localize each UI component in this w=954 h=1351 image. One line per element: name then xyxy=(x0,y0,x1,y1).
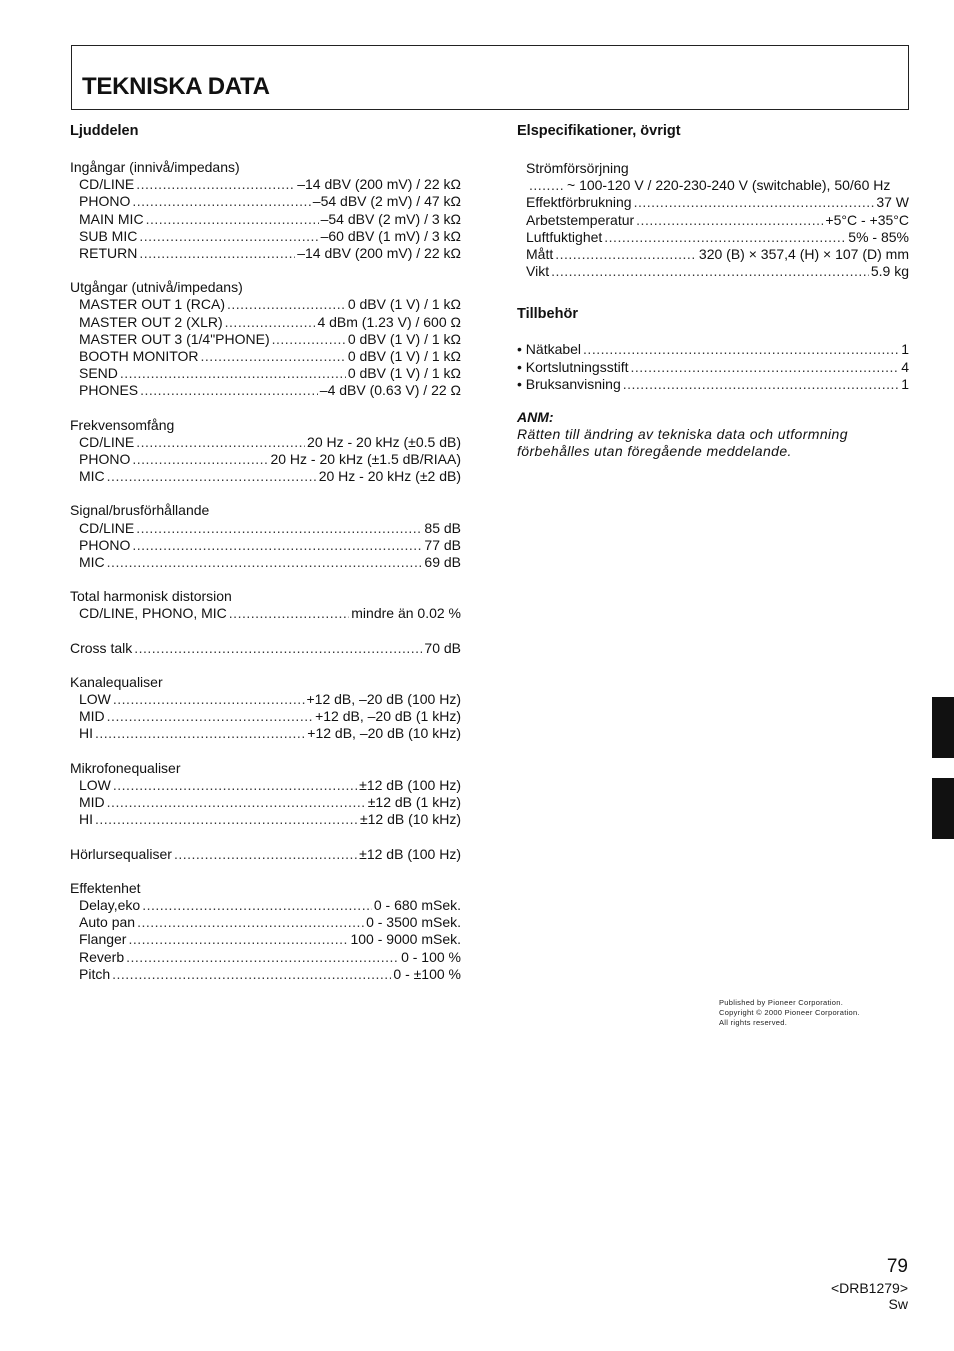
spec-row xyxy=(70,365,461,382)
spec-label: Delay,eko xyxy=(79,896,141,913)
spec-groups xyxy=(70,159,461,983)
spec-value: –14 dBV (200 mV) / 22 kΩ xyxy=(297,176,461,193)
spec-label: • Kortslutningsstift xyxy=(517,358,629,375)
spec-label: Cross talk xyxy=(70,639,133,656)
spec-label: Mått xyxy=(526,246,554,263)
spec-row xyxy=(526,263,909,280)
section-heading-ljuddelen: Ljuddelen xyxy=(70,123,139,139)
leader-dots xyxy=(132,451,268,468)
spec-row xyxy=(70,914,461,931)
spec-label: CD/LINE xyxy=(79,519,135,536)
spec-group xyxy=(70,880,461,983)
spec-row xyxy=(70,451,461,468)
leader-dots xyxy=(126,949,399,966)
rights: All rights reserved. xyxy=(719,1018,788,1027)
spec-value: 0 - 100 % xyxy=(401,948,461,965)
section-heading-tillbehor: Tillbehör xyxy=(517,306,578,323)
spec-row xyxy=(70,314,461,331)
spec-value: +5°C - +35°C xyxy=(825,211,909,228)
spec-value: 69 dB xyxy=(424,554,461,571)
spec-row xyxy=(70,846,461,863)
spec-label: Arbetstemperatur xyxy=(526,211,635,228)
spec-label: MASTER OUT 2 (XLR) xyxy=(79,313,223,330)
spec-row xyxy=(70,811,461,828)
accessory-rows xyxy=(517,341,909,393)
leader-dots xyxy=(113,691,305,708)
leader-dots xyxy=(227,296,346,313)
spec-row xyxy=(70,193,461,210)
spec-row xyxy=(70,537,461,554)
spec-group xyxy=(70,846,461,863)
spec-label: MASTER OUT 1 (RCA) xyxy=(79,296,225,313)
spec-row xyxy=(70,691,461,708)
leader-dots xyxy=(134,640,422,657)
leader-dots xyxy=(107,708,313,725)
spec-label: PHONO xyxy=(79,536,131,553)
spec-label: SEND xyxy=(79,365,118,382)
spec-value: mindre än 0.02 % xyxy=(351,605,461,622)
spec-row xyxy=(70,245,461,262)
section-heading-elspec: Elspecifikationer, övrigt xyxy=(517,123,681,139)
spec-value: 0 - 680 mSek. xyxy=(373,896,461,913)
spec-group-heading: Effektenhet xyxy=(70,879,141,896)
note-text-line2: förbehålles utan föregående meddelande. xyxy=(517,443,792,460)
publisher-notice xyxy=(719,998,860,1028)
spec-group-heading: Utgångar (utnivå/impedans) xyxy=(70,279,243,296)
leader-dots xyxy=(107,554,423,571)
spec-label: Flanger xyxy=(79,931,127,948)
spec-group xyxy=(70,640,461,657)
spec-value: 0 dBV (1 V) / 1 kΩ xyxy=(347,348,461,365)
elspec-rows xyxy=(517,194,909,280)
spec-label: CD/LINE, PHONO, MIC xyxy=(79,605,227,622)
spec-value: 1 xyxy=(901,375,909,392)
spec-value: 5% - 85% xyxy=(848,228,909,245)
spec-row xyxy=(70,434,461,451)
leader-dots xyxy=(95,725,305,742)
language-code: Sw xyxy=(888,1296,908,1312)
spec-row xyxy=(70,331,461,348)
spec-label: Luftfuktighet xyxy=(526,228,603,245)
leader-dots xyxy=(140,382,318,399)
leader-dots xyxy=(128,931,348,948)
leader-dots xyxy=(139,245,295,262)
spec-row xyxy=(70,640,461,657)
spec-value: 20 Hz - 20 kHz (±0.5 dB) xyxy=(307,433,461,450)
accessory-row xyxy=(517,376,909,393)
spec-group-heading: Total harmonisk distorsion xyxy=(70,588,232,605)
spec-value: 70 dB xyxy=(424,639,461,656)
spec-value: 0 dBV (1 V) / 1 kΩ xyxy=(347,365,461,382)
spec-label: BOOTH MONITOR xyxy=(79,348,199,365)
spec-value: 77 dB xyxy=(424,536,461,553)
accessory-row xyxy=(517,341,909,358)
spec-value: ±12 dB (100 Hz) xyxy=(359,845,461,862)
spec-value: 0 dBV (1 V) / 1 kΩ xyxy=(347,330,461,347)
spec-value: –14 dBV (200 mV) / 22 kΩ xyxy=(297,245,461,262)
spec-value: 4 xyxy=(901,358,909,375)
spec-row xyxy=(70,897,461,914)
spec-value: 0 - ±100 % xyxy=(393,965,461,982)
spec-row xyxy=(70,382,461,399)
spec-label: SUB MIC xyxy=(79,227,138,244)
spec-group xyxy=(70,674,461,743)
spec-label: Reverb xyxy=(79,948,125,965)
leader-dots xyxy=(137,914,364,931)
spec-group xyxy=(70,502,461,571)
spec-row-power xyxy=(517,177,909,194)
spec-row xyxy=(526,194,909,211)
leader-dots xyxy=(136,176,295,193)
right-column xyxy=(517,121,909,461)
spec-value: 1 xyxy=(901,341,909,358)
leader-dots xyxy=(136,520,422,537)
spec-label: MID xyxy=(79,794,105,811)
section-tab-marker xyxy=(932,697,954,758)
note-heading: ANM: xyxy=(517,409,554,426)
spec-value: ±12 dB (10 kHz) xyxy=(359,811,461,828)
leader-dots xyxy=(132,537,422,554)
spec-label: MASTER OUT 3 (1/4"PHONE) xyxy=(79,330,270,347)
spec-label: PHONO xyxy=(79,451,131,468)
spec-value: +12 dB, –20 dB (10 kHz) xyxy=(307,725,461,742)
spec-group-heading: Ingångar (innivå/impedans) xyxy=(70,159,240,175)
spec-label: PHONO xyxy=(79,193,131,210)
spec-value: 85 dB xyxy=(424,519,461,536)
spec-label: LOW xyxy=(79,691,111,708)
spec-row xyxy=(70,725,461,742)
accessory-row xyxy=(517,359,909,376)
spec-label: • Nätkabel xyxy=(517,341,582,358)
spec-row xyxy=(70,708,461,725)
spec-row xyxy=(70,348,461,365)
spec-row xyxy=(70,931,461,948)
spec-group xyxy=(70,417,461,486)
spec-row xyxy=(70,176,461,193)
page-number: 79 xyxy=(886,1256,908,1277)
note-text-line1: Rätten till ändring av tekniska data och utformning xyxy=(517,426,848,443)
spec-label: CD/LINE xyxy=(79,433,135,450)
spec-row xyxy=(70,296,461,313)
spec-value: +12 dB, –20 dB (1 kHz) xyxy=(315,708,461,725)
spec-row xyxy=(70,605,461,622)
leader-dots xyxy=(112,966,391,983)
leader-dots xyxy=(631,359,900,376)
spec-value: –54 dBV (2 mV) / 3 kΩ xyxy=(320,210,461,227)
leader-dots xyxy=(95,811,358,828)
spec-label: LOW xyxy=(79,776,111,793)
spec-row xyxy=(70,228,461,245)
spec-group xyxy=(70,279,461,399)
power-value: ~ 100-120 V / 220-230-240 V (switchable), 50/60 Hz xyxy=(567,177,891,194)
spec-value: 20 Hz - 20 kHz (±2 dB) xyxy=(318,468,461,485)
title-box xyxy=(71,45,909,110)
leader-dots xyxy=(139,228,318,245)
leader-dots xyxy=(132,193,310,210)
spec-label: • Bruksanvisning xyxy=(517,375,621,392)
spec-value: 0 dBV (1 V) / 1 kΩ xyxy=(347,296,461,313)
leader-dots xyxy=(636,212,823,229)
power-label: Strömförsörjning xyxy=(526,160,629,176)
leader-dots xyxy=(555,246,697,263)
spec-group xyxy=(70,159,461,262)
spec-value: –60 dBV (1 mV) / 3 kΩ xyxy=(320,227,461,244)
spec-value: ±12 dB (100 Hz) xyxy=(359,776,461,793)
doc-code-block xyxy=(831,1280,908,1312)
spec-label: Effektförbrukning xyxy=(526,194,632,211)
spec-label: Vikt xyxy=(526,263,550,280)
leader-dots xyxy=(623,376,899,393)
leader-dots xyxy=(107,794,366,811)
spec-row xyxy=(70,211,461,228)
spec-label: RETURN xyxy=(79,245,138,262)
leader-dots xyxy=(225,314,316,331)
spec-row xyxy=(526,229,909,246)
spec-group-heading: Signal/brusförhållande xyxy=(70,502,210,519)
spec-group-heading: Mikrofonequaliser xyxy=(70,759,181,776)
leader-dots xyxy=(120,365,346,382)
spec-group-heading: Frekvensomfång xyxy=(70,416,175,433)
published-by: Published by Pioneer Corporation. xyxy=(719,998,844,1007)
spec-label: Auto pan xyxy=(79,914,136,931)
spec-value: 4 dBm (1.23 V) / 600 Ω xyxy=(317,313,461,330)
spec-value: 320 (B) × 357,4 (H) × 107 (D) mm xyxy=(698,246,909,263)
spec-group xyxy=(70,588,461,622)
spec-label: MID xyxy=(79,708,105,725)
spec-label: CD/LINE xyxy=(79,176,135,193)
spec-row xyxy=(70,520,461,537)
leader-dots xyxy=(229,605,349,622)
spec-row xyxy=(526,246,909,263)
leader-dots xyxy=(583,341,899,358)
spec-value: 100 - 9000 mSek. xyxy=(350,931,461,948)
spec-label: PHONES xyxy=(79,382,139,399)
spec-row xyxy=(70,966,461,983)
leader-dots xyxy=(142,897,372,914)
spec-value: –54 dBV (2 mV) / 47 kΩ xyxy=(312,193,461,210)
spec-value: 5.9 kg xyxy=(870,263,909,280)
leader-dots xyxy=(201,348,346,365)
spec-label: Pitch xyxy=(79,965,111,982)
leader-dots xyxy=(136,434,305,451)
spec-row xyxy=(70,949,461,966)
leader-dots xyxy=(634,194,875,211)
spec-value: 20 Hz - 20 kHz (±1.5 dB/RIAA) xyxy=(270,451,461,468)
spec-value: ±12 dB (1 kHz) xyxy=(367,794,461,811)
spec-row xyxy=(70,554,461,571)
leader-dots xyxy=(174,846,357,863)
leader-dots xyxy=(113,777,357,794)
spec-label: Hörlursequaliser xyxy=(70,845,172,862)
leader-dots xyxy=(604,229,846,246)
spec-label: MAIN MIC xyxy=(79,210,144,227)
spec-value: –4 dBV (0.63 V) / 22 Ω xyxy=(319,382,461,399)
spec-label: HI xyxy=(79,811,93,828)
leader-dots xyxy=(146,211,319,228)
spec-row xyxy=(70,794,461,811)
spec-row xyxy=(70,468,461,485)
spec-label: MIC xyxy=(79,554,105,571)
spec-row xyxy=(526,212,909,229)
spec-value: +12 dB, –20 dB (100 Hz) xyxy=(306,691,461,708)
spec-group-heading: Kanalequaliser xyxy=(70,673,163,690)
spec-label: MIC xyxy=(79,468,105,485)
left-column xyxy=(70,121,461,983)
page-title: TEKNISKA DATA xyxy=(82,73,270,100)
spec-group xyxy=(70,760,461,829)
copyright: Copyright © 2000 Pioneer Corporation. xyxy=(719,1008,860,1017)
leader-dots xyxy=(107,468,317,485)
spec-value: 37 W xyxy=(876,194,909,211)
leader-dots xyxy=(272,331,346,348)
spec-label: HI xyxy=(79,725,93,742)
doc-code: <DRB1279> xyxy=(830,1280,908,1296)
leader-dots xyxy=(551,263,869,280)
section-tab-marker xyxy=(932,778,954,839)
spec-value: 0 - 3500 mSek. xyxy=(366,914,461,931)
spec-row xyxy=(70,777,461,794)
